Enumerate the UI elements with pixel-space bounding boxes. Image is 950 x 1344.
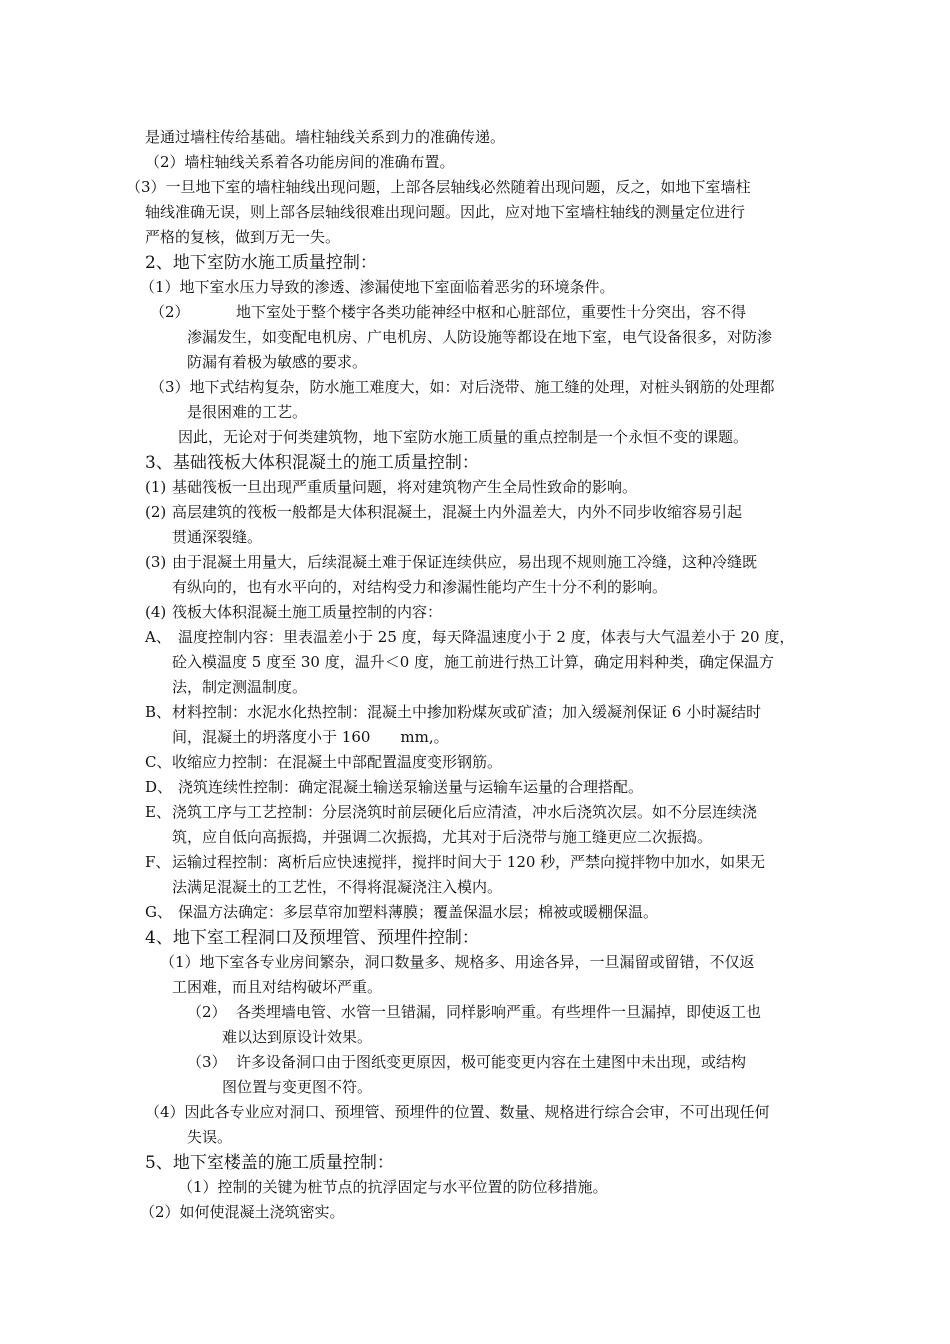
paragraph-line: 运输过程控制：离析后应快速搅拌，搅拌时间大于 120 秒，严禁向搅拌物中加水，如果无 xyxy=(172,853,766,871)
list-label: B、 xyxy=(145,703,172,721)
list-label: （3） xyxy=(187,1053,227,1071)
paragraph-line: 渗漏发生，如变配电机房、广电机房、人防设施等都设在地下室，电气设备很多，对防渗 xyxy=(187,328,773,346)
paragraph-line: 高层建筑的筏板一般都是大体积混凝土，混凝土内外温差大，内外不同步收缩容易引起 xyxy=(172,503,743,521)
paragraph-line: 地下室处于整个楼宇各类功能神经中枢和心脏部位，重要性十分突出，容不得 xyxy=(236,303,747,321)
paragraph-line: 严格的复核，做到万无一失。 xyxy=(145,228,341,246)
paragraph-line: 筏板大体积混凝土施工质量控制的内容： xyxy=(172,603,443,621)
paragraph-line: （3）地下式结构复杂，防水施工难度大，如：对后浇带、施工缝的处理，对桩头钢筋的处理都 xyxy=(150,378,775,396)
list-label: D、 xyxy=(145,778,173,796)
paragraph-line: 温度控制内容：里表温差小于 25 度，每天降温速度小于 2 度，体表与大气温差小于 20 度， xyxy=(178,628,795,646)
paragraph-line: （1）控制的关键为桩节点的抗浮固定与水平位置的防位移措施。 xyxy=(178,1178,608,1196)
paragraph-line: （2）如何使混凝土浇筑密实。 xyxy=(140,1203,345,1221)
paragraph-line: 法满足混凝土的工艺性，不得将混凝浇注入模内。 xyxy=(172,878,503,896)
list-label: (2) xyxy=(145,503,167,521)
paragraph-line: 砼入模温度 5 度至 30 度，温升＜0 度，施工前进行热工计算，确定用料种类，确定保温方 xyxy=(172,653,775,671)
paragraph-line: 由于混凝土用量大，后续混凝土难于保证连续供应，易出现不规则施工冷缝，这种冷缝既 xyxy=(172,553,758,571)
list-label: E、 xyxy=(145,803,171,821)
list-label: C、 xyxy=(145,753,172,771)
list-label: A、 xyxy=(145,628,171,646)
list-label: F、 xyxy=(145,853,171,871)
section-heading: 2、地下室防水施工质量控制： xyxy=(145,253,377,273)
paragraph-line: 工困难，而且对结构破坏严重。 xyxy=(172,978,383,996)
paragraph-line: 失误。 xyxy=(187,1128,233,1146)
list-label: (1) xyxy=(145,478,167,496)
paragraph-line: 浇筑工序与工艺控制：分层浇筑时前层硬化后应清渣，冲水后浇筑次层。如不分层连续浇 xyxy=(172,803,758,821)
paragraph-line: 因此，无论对于何类建筑物，地下室防水施工质量的重点控制是一个永恒不变的课题。 xyxy=(178,428,749,446)
paragraph-line: 图位置与变更图不符。 xyxy=(222,1078,373,1096)
list-label: （2） xyxy=(150,303,190,321)
paragraph-line: 有纵向的，也有水平向的，对结构受力和渗漏性能均产生十分不利的影响。 xyxy=(172,578,668,596)
paragraph-line: 轴线准确无误，则上部各层轴线很难出现问题。因此，应对地下室墙柱轴线的测量定位进行 xyxy=(145,203,746,221)
paragraph-line: 防漏有着极为敏感的要求。 xyxy=(187,353,368,371)
list-label: （2） xyxy=(187,1003,227,1021)
list-label: (4) xyxy=(145,603,167,621)
paragraph-line: 基础筏板一旦出现严重质量问题，将对建筑物产生全局性致命的影响。 xyxy=(172,478,638,496)
paragraph-line: （1）地下室各专业房间繁杂，洞口数量多、规格多、用途各异，一旦漏留或留错，不仅返 xyxy=(160,953,755,971)
list-label: (3) xyxy=(145,553,167,571)
paragraph-line: （4）因此各专业应对洞口、预埋管、预埋件的位置、数量、规格进行综合会审，不可出现任何 xyxy=(145,1103,770,1121)
paragraph-line: 贯通深裂缝。 xyxy=(172,528,263,546)
section-heading: 4、地下室工程洞口及预埋管、预埋件控制： xyxy=(145,928,479,948)
paragraph-line: 难以达到原设计效果。 xyxy=(222,1028,373,1046)
list-label: G、 xyxy=(145,903,172,921)
paragraph-line: 保温方法确定：多层草帘加塑料薄膜；覆盖保温水层；棉被或暖棚保温。 xyxy=(178,903,659,921)
paragraph-line: 浇筑连续性控制：确定混凝土输送泵输送量与运输车运量的合理搭配。 xyxy=(178,778,644,796)
paragraph-line: （3）一旦地下室的墙柱轴线出现问题，上部各层轴线必然随着出现问题，反之，如地下室墙柱 xyxy=(126,178,751,196)
paragraph-line: （2）墙柱轴线关系着各功能房间的准确布置。 xyxy=(145,153,455,171)
paragraph-line: 许多设备洞口由于图纸变更原因，极可能变更内容在土建图中未出现，或结构 xyxy=(236,1053,747,1071)
paragraph-line: 是通过墙柱传给基础。墙柱轴线关系到力的准确传递。 xyxy=(145,128,506,146)
paragraph-line: 材料控制：水泥水化热控制：混凝土中掺加粉煤灰或矿渣；加入缓凝剂保证 6 小时凝结时 xyxy=(172,703,762,721)
paragraph-line: 收缩应力控制：在混凝土中部配置温度变形钢筋。 xyxy=(172,753,503,771)
paragraph-line: 法，制定测温制度。 xyxy=(172,678,308,696)
paragraph-line: 各类埋墙电管、水管一旦错漏，同样影响严重。有些埋件一旦漏掉，即使返工也 xyxy=(236,1003,762,1021)
paragraph-line: 是很困难的工艺。 xyxy=(187,403,308,421)
paragraph-line: 筑，应自低向高振捣，并强调二次振捣，尤其对于后浇带与施工缝更应二次振捣。 xyxy=(172,828,713,846)
section-heading: 5、地下室楼盖的施工质量控制： xyxy=(145,1153,394,1173)
paragraph-line: 间，混凝土的坍落度小于 160 mm,。 xyxy=(172,728,449,746)
paragraph-line: （1）地下室水压力导致的渗透、渗漏使地下室面临着恶劣的环境条件。 xyxy=(140,278,615,296)
section-heading: 3、基础筏板大体积混凝土的施工质量控制： xyxy=(145,453,479,473)
